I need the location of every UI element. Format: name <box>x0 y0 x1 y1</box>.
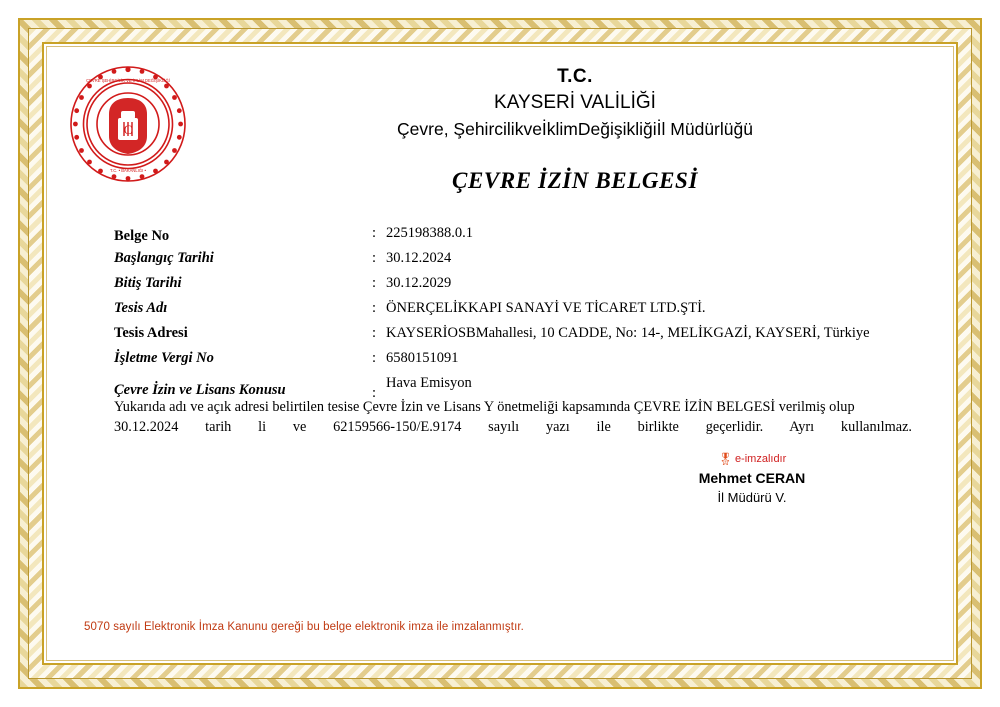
field-row-tesis-adresi <box>114 324 918 346</box>
field-colon-izin-lisans-konusu: : <box>372 385 377 401</box>
header-line-tc: T.C. <box>557 66 593 87</box>
electronic-signature-footnote: 5070 sayılı Elektronik İmza Kanunu gereği bu belge elektronik imza ile imzalanmıştır. <box>84 621 524 633</box>
field-colon-tesis-adi: : <box>372 300 377 316</box>
legal-paragraph-line-1: Yukarıda adı ve açık adresi belirtilen tesise Çevre İzin ve Lisans Y önetmeliği kapsamında ÇEVRE İZİN BELGESİ verilmiş olup <box>114 399 855 415</box>
svg-text:C: C <box>123 122 133 137</box>
field-label-tesis-adi: Tesis Adı <box>114 300 168 316</box>
signatory-name: Mehmet CERAN <box>698 470 806 486</box>
signatory-role: İl Müdürü V. <box>717 490 787 505</box>
header-line-governorship: KAYSERİ VALİLİĞİ <box>494 92 656 113</box>
field-label-izin-lisans-konusu: Çevre İzin ve Lisans Konusu <box>114 382 286 398</box>
header-line-directorate: Çevre, ŞehircilikveİklimDeğişikliğiİl Müdürlüğü <box>397 119 753 139</box>
field-row-tesis-adi <box>114 299 918 321</box>
legal-paragraph-line-2: 30.12.2024 tarih li ve 62159566-150/E.9174 sayılı yazı ile birlikte geçerlidir. Ayrı kullanılmaz. <box>114 419 912 435</box>
field-value-tesis-adi: ÖNERÇELİKKAPI SANAYİ VE TİCARET LTD.ŞTİ. <box>386 300 706 316</box>
field-row-izin-lisans-konusu <box>114 374 918 401</box>
esignature-text: e-imzalıdır <box>734 453 787 465</box>
signature-block <box>612 452 892 507</box>
document-title: ÇEVRE İZİN BELGESİ <box>452 168 698 193</box>
field-colon-vergi-no: : <box>372 350 377 366</box>
field-label-vergi-no: İşletme Vergi No <box>114 350 214 366</box>
document-header <box>222 64 928 143</box>
field-value-bitis-tarihi: 30.12.2029 <box>386 275 452 291</box>
field-value-baslangic-tarihi: 30.12.2024 <box>386 250 452 266</box>
esignature-ribbon-icon: 🎖 <box>717 452 733 466</box>
field-label-belge-no: Belge No <box>114 228 170 244</box>
electronic-signature-label <box>612 452 892 467</box>
field-colon-tesis-adresi: : <box>372 325 377 341</box>
field-row-vergi-no <box>114 349 918 371</box>
field-row-bitis-tarihi <box>114 274 918 296</box>
field-label-bitis-tarihi: Bitiş Tarihi <box>114 275 182 291</box>
field-label-baslangic-tarihi: Başlangıç Tarihi <box>114 250 214 266</box>
field-row-baslangic-tarihi <box>114 249 918 271</box>
field-value-vergi-no: 6580151091 <box>386 350 459 366</box>
field-colon-bitis-tarihi: : <box>372 275 377 291</box>
field-row-belge-no <box>114 224 918 246</box>
svg-text:T.C. • BAKANLIĞI •: T.C. • BAKANLIĞI • <box>110 168 146 173</box>
svg-text:ÇEVRE ŞEHİRCİLİK VE İKLİM DEĞİ: ÇEVRE ŞEHİRCİLİK VE İKLİM DEĞİŞİKLİĞİ <box>86 78 170 83</box>
field-label-tesis-adresi: Tesis Adresi <box>114 325 188 341</box>
field-value-belge-no: 225198388.0.1 <box>386 225 473 241</box>
field-value-izin-lisans-konusu: Hava Emisyon <box>386 375 472 391</box>
fields-table <box>114 224 918 399</box>
field-colon-belge-no: : <box>372 225 377 241</box>
field-value-tesis-adresi: KAYSERİOSBMahallesi, 10 CADDE, No: 14-, MELİKGAZİ, KAYSERİ, Türkiye <box>386 325 870 341</box>
field-colon-baslangic-tarihi: : <box>372 250 377 266</box>
republic-emblem-icon <box>66 62 190 186</box>
certificate-content <box>52 52 948 655</box>
legal-paragraph <box>114 397 912 437</box>
